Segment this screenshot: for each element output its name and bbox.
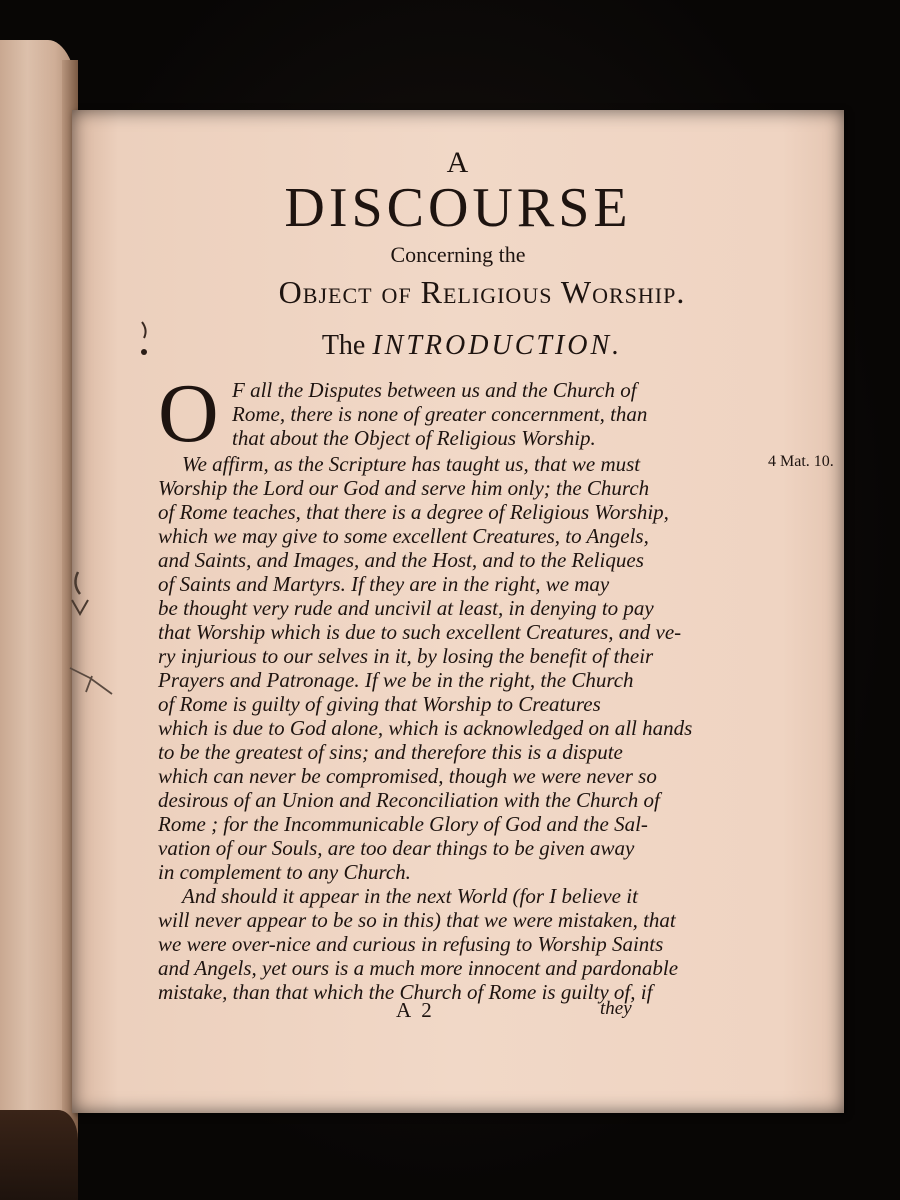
signature-mark: A 2 [396,998,435,1022]
body-line: and Angels, yet ours is a much more innocent and pardonable [158,956,679,980]
body-line: F all the Disputes between us and the Church of [232,378,637,402]
body-line: desirous of an Union and Reconciliation with the Church of [158,788,660,812]
book-page [72,110,844,1113]
leather-cover-corner [0,1110,78,1200]
body-text [72,110,844,1113]
body-line: and Saints, and Images, and the Host, and to the Reliques [158,548,644,572]
title-object-of-worship: Object of Religious Worship. [278,274,686,310]
body-line: of Rome is guilty of giving that Worship to Creatures [158,692,601,716]
title-article: A [446,146,470,179]
body-line: We affirm, as the Scripture has taught us, that we must [182,452,641,476]
body-line: to be the greatest of sins; and therefore this is a dispute [158,740,623,764]
margin-reference: 4 Mat. 10. [768,453,834,470]
body-line: vation of our Souls, are too dear things to be given away [158,836,635,860]
body-line: of Rome teaches, that there is a degree of Religious Worship, [158,500,669,524]
section-heading-introduction: INTRODUCTION. [372,330,623,361]
title-discourse: DISCOURSE [284,177,632,239]
body-line: Rome, there is none of greater concernment, than [232,402,648,426]
body-line: Rome ; for the Incommunicable Glory of God and the Sal- [158,812,648,836]
body-line: of Saints and Martyrs. If they are in the right, we may [158,572,610,596]
body-line: that Worship which is due to such excellent Creatures, and ve- [158,620,682,644]
body-line: that about the Object of Religious Worship. [232,426,596,450]
body-line: will never appear to be so in this) that we were mistaken, that [158,908,676,932]
body-line: which can never be compromised, though we were never so [158,764,657,788]
body-line: we were over-nice and curious in refusing to Worship Saints [158,932,664,956]
body-line: be thought very rude and uncivil at least, in denying to pay [158,596,654,620]
body-line: which is due to God alone, which is acknowledged on all hands [158,716,693,740]
body-line: which we may give to some excellent Creatures, to Angels, [158,524,649,548]
body-line: ry injurious to our selves in it, by losing the benefit of their [158,644,654,668]
body-line: in complement to any Church. [158,860,411,884]
drop-cap: O [158,367,219,460]
body-line: Prayers and Patronage. If we be in the right, the Church [158,668,634,692]
catchword: they [600,998,632,1019]
section-heading-the: The [321,330,366,361]
body-line: Worship the Lord our God and serve him only; the Church [158,476,650,500]
title-concerning: Concerning the [390,242,526,267]
body-line: mistake, than that which the Church of Rome is guilty of, if [158,980,653,1004]
body-line: And should it appear in the next World (for I believe it [182,884,638,908]
